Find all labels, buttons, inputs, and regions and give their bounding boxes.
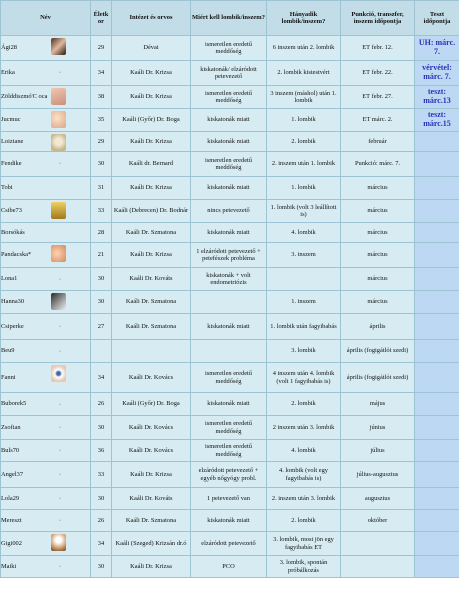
cell-age: 26 [91, 393, 112, 416]
cell-test [415, 416, 459, 440]
cell-test [415, 510, 459, 532]
cell-reason: kiskatonák miatt [191, 223, 267, 243]
table-row [1, 440, 459, 462]
cell-attempt: 4 inszem után 4. lombik (volt 1 fagyibabás is) [267, 363, 341, 393]
dot-marker: · [59, 424, 62, 432]
cell-test [415, 200, 459, 223]
cell-clinic: Kaáli dr. Bernard [112, 152, 191, 177]
cell-name [1, 416, 91, 440]
table-row [1, 532, 459, 556]
cell-date [341, 556, 415, 578]
cell-reason: ismeretlen eredetű meddőség [191, 152, 267, 177]
cell-clinic: Kaáli Dr. Szmatona [112, 314, 191, 340]
cell-clinic: Kaáli Dr. Kovács [112, 416, 191, 440]
cell-name [1, 291, 91, 314]
dot-marker: · [59, 470, 62, 478]
cell-reason: kiskatonák miatt [191, 177, 267, 200]
member-name: Tobi [1, 184, 13, 192]
cell-age: 33 [91, 200, 112, 223]
avatar [51, 111, 66, 128]
member-name: Fanni [1, 373, 16, 381]
avatar [51, 365, 66, 382]
avatar [51, 293, 66, 310]
cell-test [415, 152, 459, 177]
dot-marker: · [59, 69, 62, 77]
cell-clinic: Kaáli Dr. Szmatona [112, 223, 191, 243]
cell-name [1, 532, 91, 556]
cell-name [1, 440, 91, 462]
cell-reason: ismeretlen eredetű meddőség [191, 440, 267, 462]
cell-date: április [341, 314, 415, 340]
table-row [1, 340, 459, 363]
member-name: Erika [1, 69, 15, 77]
cell-test [415, 363, 459, 393]
cell-reason: 1 petevezető van [191, 488, 267, 510]
cell-clinic: Kaáli (Szeged) Krizsán dr.ó [112, 532, 191, 556]
cell-attempt: 1. lombik után fagyibabás [267, 314, 341, 340]
cell-reason: nincs petevezető [191, 200, 267, 223]
member-name: Ági28 [1, 44, 17, 52]
table-row [1, 393, 459, 416]
cell-date: július [341, 440, 415, 462]
cell-test: UH: márc. 7. [415, 36, 459, 61]
table-body [1, 36, 459, 578]
cell-clinic: Kaáli Dr. Kováts [112, 488, 191, 510]
table-row [1, 200, 459, 223]
cell-age: 26 [91, 510, 112, 532]
avatar [51, 134, 66, 151]
cell-name [1, 152, 91, 177]
cell-name [1, 462, 91, 488]
cell-clinic: Kaáli Dr. Krizsa [112, 243, 191, 268]
cell-test [415, 223, 459, 243]
dot-marker: · [59, 347, 62, 355]
cell-date: február [341, 132, 415, 152]
table-row [1, 132, 459, 152]
cell-attempt: 4. lombik [267, 440, 341, 462]
cell-test [415, 556, 459, 578]
cell-date: március [341, 268, 415, 291]
dot-marker: · [59, 400, 62, 408]
cell-age: 28 [91, 223, 112, 243]
cell-test [415, 314, 459, 340]
table-header [1, 1, 459, 36]
cell-name [1, 223, 91, 243]
cell-name [1, 340, 91, 363]
cell-clinic: Kaáli Dr. Kovács [112, 440, 191, 462]
cell-test [415, 532, 459, 556]
cell-date: ET márc. 2. [341, 109, 415, 132]
cell-clinic: Kaáli (Győr) Dr. Boga [112, 109, 191, 132]
cell-age: 38 [91, 86, 112, 109]
member-name: Csiperke [1, 322, 24, 330]
cell-test [415, 291, 459, 314]
cell-attempt: 2. lombik [267, 393, 341, 416]
table-row [1, 109, 459, 132]
cell-reason: ismeretlen eredetű meddőség [191, 36, 267, 61]
cell-reason: ismeretlen eredetű meddőség [191, 86, 267, 109]
cell-test [415, 132, 459, 152]
table-row [1, 291, 459, 314]
cell-attempt [267, 268, 341, 291]
table-row [1, 556, 459, 578]
header-age: Életkor [91, 1, 112, 36]
cell-age: 30 [91, 556, 112, 578]
cell-reason: elzáródott petevezető [191, 532, 267, 556]
table-row [1, 510, 459, 532]
member-name: Borsókás [1, 228, 25, 236]
cell-age: 27 [91, 314, 112, 340]
cell-reason: PCO [191, 556, 267, 578]
cell-date: július-augusztus [341, 462, 415, 488]
cell-reason: ismeretlen eredetű meddőség [191, 363, 267, 393]
cell-clinic: Dévai [112, 36, 191, 61]
cell-reason: kiskatonák/ elzáródott petevezető [191, 61, 267, 86]
cell-name [1, 243, 91, 268]
cell-clinic: Kaáli Dr. Szmatona [112, 291, 191, 314]
cell-date: augusztus [341, 488, 415, 510]
cell-test [415, 268, 459, 291]
header-name: Név [1, 1, 91, 36]
cell-clinic: Kaáli Dr. Krizsa [112, 86, 191, 109]
avatar [51, 245, 66, 262]
cell-age: 36 [91, 440, 112, 462]
table-row [1, 268, 459, 291]
cell-test [415, 243, 459, 268]
cell-date: június [341, 416, 415, 440]
cell-date: ET febr. 27. [341, 86, 415, 109]
member-name: Pandacska* [1, 251, 32, 259]
cell-test [415, 177, 459, 200]
cell-age: 29 [91, 36, 112, 61]
member-name: Zsofian [1, 423, 21, 431]
cell-attempt: 2. lombik [267, 510, 341, 532]
cell-age: 34 [91, 532, 112, 556]
cell-name [1, 314, 91, 340]
cell-date: március [341, 200, 415, 223]
cell-name [1, 556, 91, 578]
cell-reason: kiskatonák miatt [191, 510, 267, 532]
cell-reason: kiskatonák + volt endometriózis [191, 268, 267, 291]
cell-test: teszt: márc.13 [415, 86, 459, 109]
cell-attempt: 1. lombik (volt 3 leállított is) [267, 200, 341, 223]
cell-date: április (fogigátlót szedi) [341, 340, 415, 363]
cell-clinic: Kaáli (Debrecen) Dr. Bodnár [112, 200, 191, 223]
header-row [1, 1, 459, 36]
cell-date: április (fogigátlót szedi) [341, 363, 415, 393]
member-name: Lola29 [1, 494, 20, 502]
cell-reason: elzáródott petevezető + egyéb nőgyógy probl. [191, 462, 267, 488]
cell-attempt: 1. lombik [267, 109, 341, 132]
cell-age: 30 [91, 291, 112, 314]
cell-reason: ismeretlen eredetű meddőség [191, 416, 267, 440]
dot-marker: · [59, 563, 62, 571]
member-name: Loiziane [1, 137, 24, 145]
cell-attempt: 2. inszem után 3. lombik [267, 488, 341, 510]
cell-age: 30 [91, 152, 112, 177]
cell-attempt: 1. lombik [267, 177, 341, 200]
cell-age: 31 [91, 177, 112, 200]
cell-attempt: 2. inszem után 1. lombik [267, 152, 341, 177]
avatar [51, 88, 66, 105]
member-name: Hanna30 [1, 298, 25, 306]
cell-date: ET febr. 12. [341, 36, 415, 61]
cell-age: 30 [91, 488, 112, 510]
cell-test [415, 340, 459, 363]
cell-name [1, 36, 91, 61]
cell-date: ET febr. 22. [341, 61, 415, 86]
member-name: Csibe73 [1, 207, 22, 215]
avatar [51, 534, 66, 551]
cell-attempt: 3. lombik [267, 340, 341, 363]
cell-attempt: 3. lombik, spontán próbálkozás [267, 556, 341, 578]
header-reason: Miért kell lombik/inszem? [191, 1, 267, 36]
cell-reason [191, 340, 267, 363]
member-name: Fendike [1, 160, 22, 168]
cell-date: március [341, 177, 415, 200]
header-test: Teszt időpontja [415, 1, 459, 36]
table-row [1, 61, 459, 86]
cell-test [415, 393, 459, 416]
member-name: Angel37 [1, 470, 24, 478]
cell-clinic: Kaáli Dr. Krizsa [112, 556, 191, 578]
member-name: Beu9 [1, 347, 15, 355]
cell-name [1, 109, 91, 132]
cell-test [415, 440, 459, 462]
cell-name [1, 61, 91, 86]
cell-age: 21 [91, 243, 112, 268]
cell-reason: kiskatonák miatt [191, 314, 267, 340]
member-name: Buborek5 [1, 400, 27, 408]
table-row [1, 177, 459, 200]
dot-marker: · [59, 275, 62, 283]
table-row [1, 223, 459, 243]
cell-name [1, 177, 91, 200]
table-row [1, 416, 459, 440]
cell-reason: 1 elzáródott petevezető + petefészek probléma [191, 243, 267, 268]
cell-name [1, 510, 91, 532]
cell-attempt: 3 inszem (máshol) után 1. lombik [267, 86, 341, 109]
cell-date [341, 532, 415, 556]
dot-marker: · [59, 447, 62, 455]
dot-marker: · [59, 517, 62, 525]
cell-attempt: 4. lombik (volt egy fagyibabás is) [267, 462, 341, 488]
header-date: Punkció, transzfer, inszem időpontja [341, 1, 415, 36]
cell-test: vérvétel: márc. 7. [415, 61, 459, 86]
cell-name [1, 363, 91, 393]
cell-date: május [341, 393, 415, 416]
cell-clinic: Kaáli (Győr) Dr. Boga [112, 393, 191, 416]
cell-attempt: 6 inszem után 2. lombik [267, 36, 341, 61]
avatar [51, 38, 66, 55]
cell-name [1, 268, 91, 291]
cell-clinic: Kaáli Dr. Krizsa [112, 132, 191, 152]
table-row [1, 152, 459, 177]
cell-date: március [341, 223, 415, 243]
cell-reason: kiskatonák miatt [191, 132, 267, 152]
table-row [1, 243, 459, 268]
dot-marker: · [59, 322, 62, 330]
cell-clinic: Kaáli Dr. Kovács [112, 363, 191, 393]
avatar [51, 202, 66, 219]
table-row [1, 36, 459, 61]
cell-date: március [341, 243, 415, 268]
cell-clinic: Kaáli Dr. Krizsa [112, 462, 191, 488]
header-attempt: Hányadik lombik/inszem? [267, 1, 341, 36]
cell-attempt: 2 inszem után 3. lombik [267, 416, 341, 440]
cell-attempt: 3. lombik, most jön egy fagyibabás ET [267, 532, 341, 556]
cell-date: Punkció: márc. 7. [341, 152, 415, 177]
member-name: Mereszt [1, 516, 22, 524]
cell-reason: kiskatonák miatt [191, 109, 267, 132]
cell-clinic: Kaáli Dr. Krizsa [112, 177, 191, 200]
cell-age: 35 [91, 109, 112, 132]
cell-reason: kiskatonák miatt [191, 393, 267, 416]
cell-age: 30 [91, 268, 112, 291]
cell-clinic [112, 340, 191, 363]
cell-name [1, 488, 91, 510]
cell-name [1, 393, 91, 416]
table-row [1, 363, 459, 393]
table-row [1, 314, 459, 340]
cell-age [91, 340, 112, 363]
member-name: Lona1 [1, 275, 18, 283]
cell-age: 34 [91, 363, 112, 393]
table-row [1, 462, 459, 488]
dot-marker: · [59, 160, 62, 168]
cell-age: 29 [91, 132, 112, 152]
member-name: Maiki [1, 562, 17, 570]
cell-date: március [341, 291, 415, 314]
cell-test [415, 488, 459, 510]
member-name: Buls70 [1, 446, 20, 454]
cell-name [1, 132, 91, 152]
cell-clinic: Kaáli Dr. Krizsa [112, 61, 191, 86]
cell-attempt: 3. inszem [267, 243, 341, 268]
cell-reason [191, 291, 267, 314]
table-row [1, 488, 459, 510]
cell-name [1, 86, 91, 109]
cell-attempt: 2. lombik [267, 132, 341, 152]
dot-marker: · [59, 495, 62, 503]
cell-name [1, 200, 91, 223]
member-name: Zölddiszmó'C oca [1, 93, 48, 101]
cell-attempt: 1. inszem [267, 291, 341, 314]
cell-attempt: 2. lombik kistestvért [267, 61, 341, 86]
cell-attempt: 4. lombik [267, 223, 341, 243]
table-row [1, 86, 459, 109]
member-name: Gigi002 [1, 539, 22, 547]
cell-age: 30 [91, 416, 112, 440]
cell-age: 33 [91, 462, 112, 488]
cell-clinic: Kaáli Dr. Kováts [112, 268, 191, 291]
cell-test [415, 462, 459, 488]
cell-date: október [341, 510, 415, 532]
cell-test: teszt: márc.15 [415, 109, 459, 132]
header-clinic: Intézet és orvos [112, 1, 191, 36]
member-name: Jucmuc [1, 116, 21, 124]
cell-age: 34 [91, 61, 112, 86]
cell-clinic: Kaáli Dr. Szmatona [112, 510, 191, 532]
